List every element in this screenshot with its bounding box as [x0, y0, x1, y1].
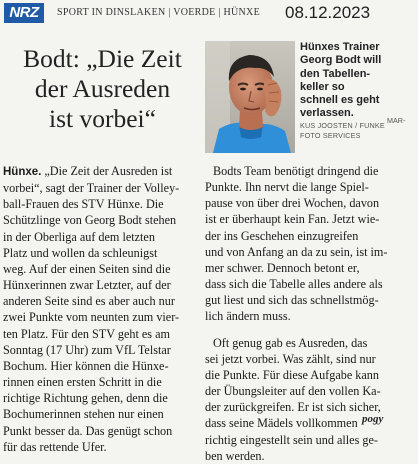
- newspaper-header: [0, 0, 418, 26]
- publication-date: 08.12.2023: [285, 3, 371, 22]
- article-line: ben werden.: [205, 448, 265, 463]
- article-line: richtige Richtung gehen, denn die: [3, 391, 168, 406]
- article-line: ball-Frauen des STV Hünxe. Die: [3, 197, 164, 212]
- article-line: pause von über drei Wochen, davon: [205, 196, 380, 211]
- article-column-left: [3, 163, 193, 455]
- article-line: [3, 163, 193, 180]
- article-line: dass sich die Tabelle alles andere als: [205, 277, 383, 292]
- article-line: sei jetzt vorbei. Was zählt, sind nur: [205, 351, 376, 366]
- caption-text: [300, 41, 415, 121]
- headline-line: ist vorbei“: [49, 104, 156, 133]
- caption-line: Hünxes Trainer: [300, 41, 380, 53]
- headline: [20, 44, 185, 134]
- headline-line: der Ausreden: [34, 74, 171, 103]
- article-line: Punkt besser da. Das genügt schon: [3, 423, 173, 438]
- article-line: Punkte. Ihn nervt die lange Spiel-: [205, 180, 369, 195]
- article-line: der ins Geschehen einzugreifen: [205, 228, 359, 243]
- article-line: in der Oberliga auf dem letzten: [3, 229, 155, 244]
- coach-portrait-image: [205, 41, 295, 153]
- article-column-right: [205, 163, 415, 464]
- article-line: Bochumerinnen stehen nur einen: [3, 407, 164, 422]
- author-signature: pogy: [362, 413, 384, 425]
- caption-line: Georg Bodt will: [300, 54, 382, 67]
- photo-caption: [300, 41, 415, 142]
- article-line: der zurückgreifen. Er ist sich sicher,: [205, 400, 381, 415]
- article-line: Bodts Team benötigt dringend die: [213, 164, 379, 178]
- article-line: für das rettende Ufer.: [3, 439, 107, 454]
- article-line: Bochum. Hier können die Hünxe-: [3, 358, 169, 373]
- article-line: vorbei“, sagt der Trainer der Volley-: [3, 181, 180, 196]
- article-line: Oft genug gab es Ausreden, das: [213, 335, 368, 350]
- article-line: richtig eingestellt sein und alles ge-: [205, 432, 378, 447]
- article-line: und von Anfang an da zu sein, ist im-: [205, 244, 388, 259]
- article-line: lich ändern muss.: [205, 309, 291, 324]
- article-line: die Punkte. Für diese Aufgabe kann: [205, 367, 379, 382]
- article-line: dass seine Mädels vollkommen: [205, 416, 358, 431]
- article-line: der Übungsleiter auf den vollen Ka-: [205, 384, 381, 399]
- photo-credit-start: MAR-: [387, 116, 406, 125]
- caption-line: keller so: [300, 80, 345, 93]
- article-line: anderen Seite sind es aber auch nur: [3, 294, 175, 309]
- article-line: weg. Auf der einen Seiten sind die: [3, 261, 171, 276]
- article-line: Sonntag (17 Uhr) zum VfL Telstar: [3, 342, 171, 357]
- article-line: ten Platz. Für den STV geht es am: [3, 326, 170, 341]
- article-line: mer schwer. Dennoch betont er,: [205, 260, 360, 275]
- article-line: Schützlinge von Georg Bodt stehen: [3, 213, 177, 228]
- caption-line: den Tabellen-: [300, 67, 371, 80]
- caption-line: verlassen.: [300, 107, 354, 120]
- coach-photo: [205, 41, 295, 153]
- section-label: SPORT IN DINSLAKEN | VOERDE | HÜNXE: [57, 7, 260, 18]
- article-line: Platz und wollen da schleunigst: [3, 245, 158, 260]
- headline-line: Bodt: „Die Zeit: [23, 44, 182, 73]
- article-line: Hünxerinnen zwar Letzter, auf der: [3, 278, 171, 293]
- article-line-text: „Die Zeit der Ausreden ist: [41, 164, 173, 178]
- article-line: ist er überhaupt kein Fan. Jetzt wie-: [205, 212, 380, 227]
- article-line: rinnen einen ersten Schritt in die: [3, 375, 162, 390]
- newspaper-logo: NRZ: [4, 3, 44, 23]
- article-line: gut liest und sich das schnellstmög-: [205, 293, 379, 308]
- credit-line: FOTO SERVICES: [300, 131, 361, 141]
- caption-line: schnell es geht: [300, 94, 380, 107]
- credit-line: KUS JOOSTEN / FUNKE: [300, 120, 385, 130]
- dateline: Hünxe.: [3, 166, 42, 178]
- article-line: zwei Punkte vom neunten zum vier-: [3, 310, 180, 325]
